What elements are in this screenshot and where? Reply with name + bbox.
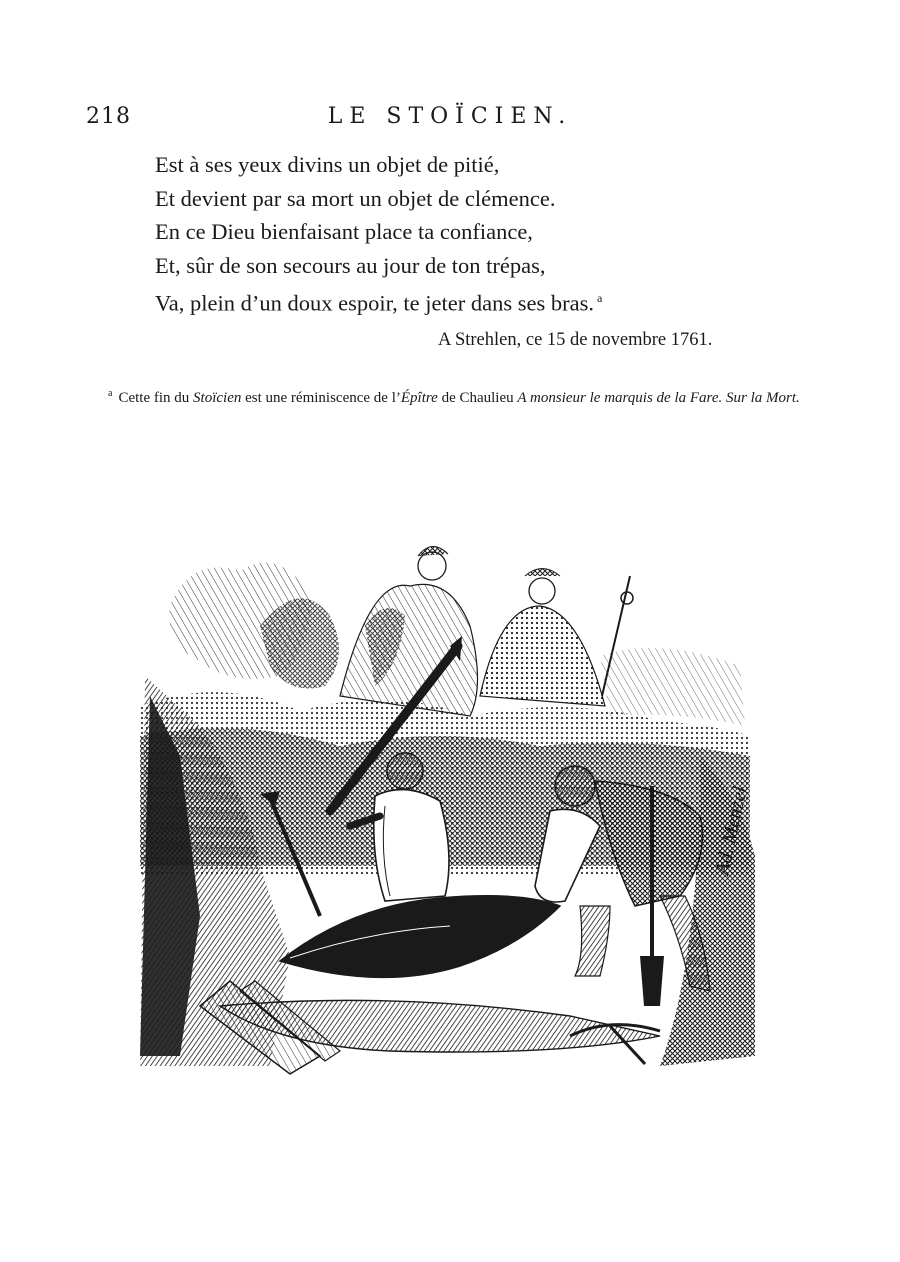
verse-line-2: Et devient par sa mort un objet de clémence. (155, 185, 556, 211)
footnote-title-fare: A monsieur le marquis de la Fare. Sur la Mort. (517, 390, 800, 406)
footnote-title-stoicien: Stoïcien (193, 390, 242, 406)
footnote-mark: a (108, 388, 113, 399)
footnote-title-epitre: Épître (400, 390, 438, 406)
verse-block (155, 148, 835, 320)
verse-line-5-text: Va, plein d’un doux espoir, te jeter dans ses bras. (155, 290, 594, 316)
verse-line-4: Et, sûr de son secours au jour de ton trépas, (155, 252, 546, 278)
page-number: 218 (86, 104, 131, 129)
footnote-text-2: est une réminiscence de l’ (241, 390, 401, 406)
verse-line-1: Est à ses yeux divins un objet de pitié, (155, 152, 500, 177)
footnote-text-1: Cette fin du (118, 390, 194, 406)
artist-signature: Ad. Menzel (711, 784, 752, 878)
dateline: A Strehlen, ce 15 de novembre 1761. (438, 330, 713, 350)
verse-line-3: En ce Dieu bienfaisant place ta confiance, (155, 219, 533, 244)
footnote-reference[interactable]: a (597, 291, 603, 305)
footnote (84, 383, 820, 409)
ladies-group (340, 546, 633, 716)
running-title: LE STOÏCIEN. (327, 104, 573, 129)
engraving-illustration (140, 536, 760, 1076)
footnote-text-3: de Chaulieu (437, 390, 518, 406)
engraving-svg (140, 536, 760, 1076)
coffin-lid (280, 896, 560, 978)
verse-line-5 (155, 282, 835, 320)
